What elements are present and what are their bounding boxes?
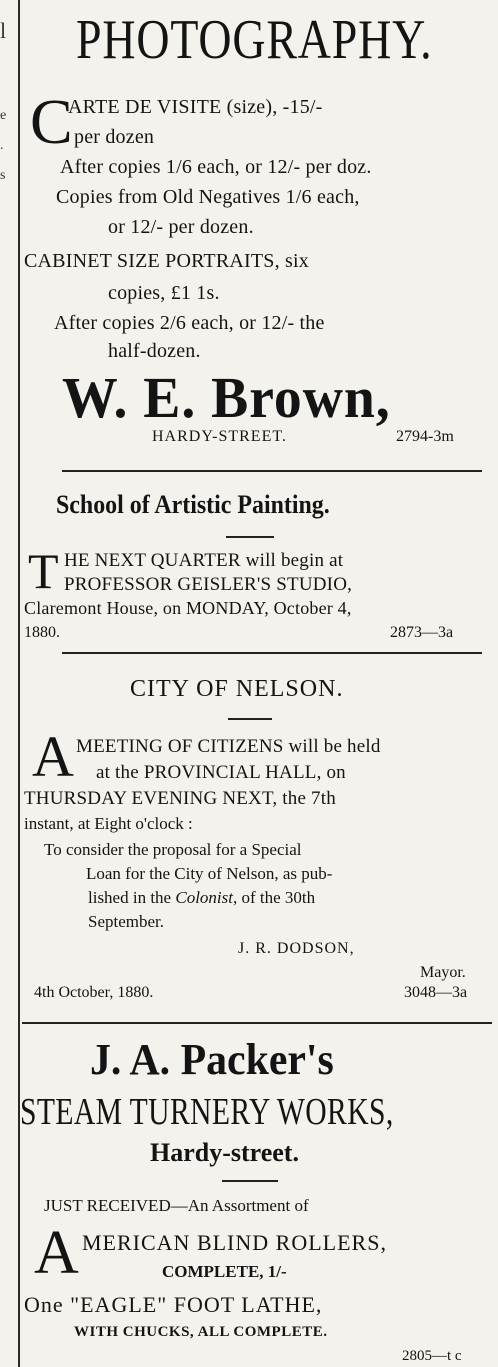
short-rule bbox=[226, 536, 274, 538]
left-column-fragment: l bbox=[0, 18, 7, 43]
ad-text-line: PROFESSOR GEISLER'S STUDIO, bbox=[64, 574, 353, 595]
drop-capital: A bbox=[32, 724, 74, 789]
ad-heading: School of Artistic Painting. bbox=[56, 490, 330, 519]
ad-text-line: MERICAN BLIND ROLLERS, bbox=[82, 1230, 387, 1255]
ad-text-line: half-dozen. bbox=[108, 340, 201, 362]
ad-text-line: per dozen bbox=[74, 126, 155, 148]
drop-capital: T bbox=[28, 543, 59, 599]
ad-heading: PHOTOGRAPHY. bbox=[76, 9, 433, 71]
drop-capital: A bbox=[34, 1219, 79, 1287]
ad-reference: 2873—3a bbox=[390, 624, 454, 641]
business-name: STEAM TURNERY WORKS, bbox=[20, 1091, 394, 1133]
ad-text-line: One "EAGLE" FOOT LATHE, bbox=[24, 1292, 323, 1317]
ad-text-line: MEETING OF CITIZENS will be held bbox=[76, 736, 381, 757]
ad-text-line: instant, at Eight o'clock : bbox=[24, 814, 193, 833]
ad-text-line: WITH CHUCKS, ALL COMPLETE. bbox=[74, 1324, 328, 1340]
ad-text-line: lished in the Colonist, of the 30th bbox=[88, 888, 316, 907]
ad-text-line: To consider the proposal for a Special bbox=[44, 840, 302, 859]
newspaper-title: Colonist bbox=[175, 888, 233, 907]
ad-heading: CITY OF NELSON. bbox=[130, 676, 344, 702]
ad-text-line: 1880. bbox=[24, 624, 60, 641]
column-rule bbox=[18, 0, 20, 1367]
ad-date: 4th October, 1880. bbox=[34, 984, 154, 1001]
ad-reference: 3048—3a bbox=[404, 984, 468, 1001]
short-rule bbox=[228, 718, 272, 720]
ad-text-line: ARTE DE VISITE (size), -15/- bbox=[68, 96, 323, 118]
section-divider bbox=[22, 1022, 492, 1024]
ad-reference: 2805—t c bbox=[402, 1348, 462, 1364]
ad-text-line: Copies from Old Negatives 1/6 each, bbox=[56, 186, 360, 208]
ad-street: HARDY-STREET. bbox=[152, 428, 287, 445]
ad-text-line: Claremont House, on MONDAY, October 4, bbox=[24, 598, 352, 618]
ad-text-line: CABINET SIZE PORTRAITS, six bbox=[24, 250, 309, 272]
advertiser-name: W. E. Brown, bbox=[62, 365, 391, 430]
advertiser-name: J. A. Packer's bbox=[90, 1035, 334, 1084]
left-column-fragment: s bbox=[0, 168, 6, 183]
newspaper-column bbox=[22, 0, 496, 1367]
ad-text-line: After copies 2/6 each, or 12/- the bbox=[54, 312, 325, 334]
left-column-fragment: . bbox=[0, 138, 4, 153]
left-column-fragment: e bbox=[0, 108, 7, 123]
ad-text-line: After copies 1/6 each, or 12/- per doz. bbox=[60, 156, 372, 178]
ad-text-line: THURSDAY EVENING NEXT, the 7th bbox=[24, 788, 336, 809]
ad-text-line: Loan for the City of Nelson, as pub- bbox=[86, 864, 333, 883]
ad-text-line: September. bbox=[88, 912, 165, 931]
ad-text-line: copies, £1 1s. bbox=[108, 282, 220, 304]
short-rule bbox=[222, 1180, 278, 1182]
ad-reference: 2794-3m bbox=[396, 428, 454, 445]
ad-signatory-title: Mayor. bbox=[420, 964, 466, 981]
ad-text-line: or 12/- per dozen. bbox=[108, 216, 254, 238]
ad-text-line: COMPLETE, 1/- bbox=[162, 1262, 287, 1281]
ad-signatory: J. R. DODSON, bbox=[238, 940, 355, 957]
ad-text-line: JUST RECEIVED—An Assortment of bbox=[44, 1196, 309, 1215]
section-divider bbox=[62, 652, 482, 654]
ad-street: Hardy-street. bbox=[150, 1138, 299, 1167]
ad-text-line: at the PROVINCIAL HALL, on bbox=[96, 762, 346, 783]
ad-text-line: HE NEXT QUARTER will begin at bbox=[64, 550, 344, 571]
section-divider bbox=[62, 470, 482, 472]
drop-capital: C bbox=[30, 86, 73, 157]
